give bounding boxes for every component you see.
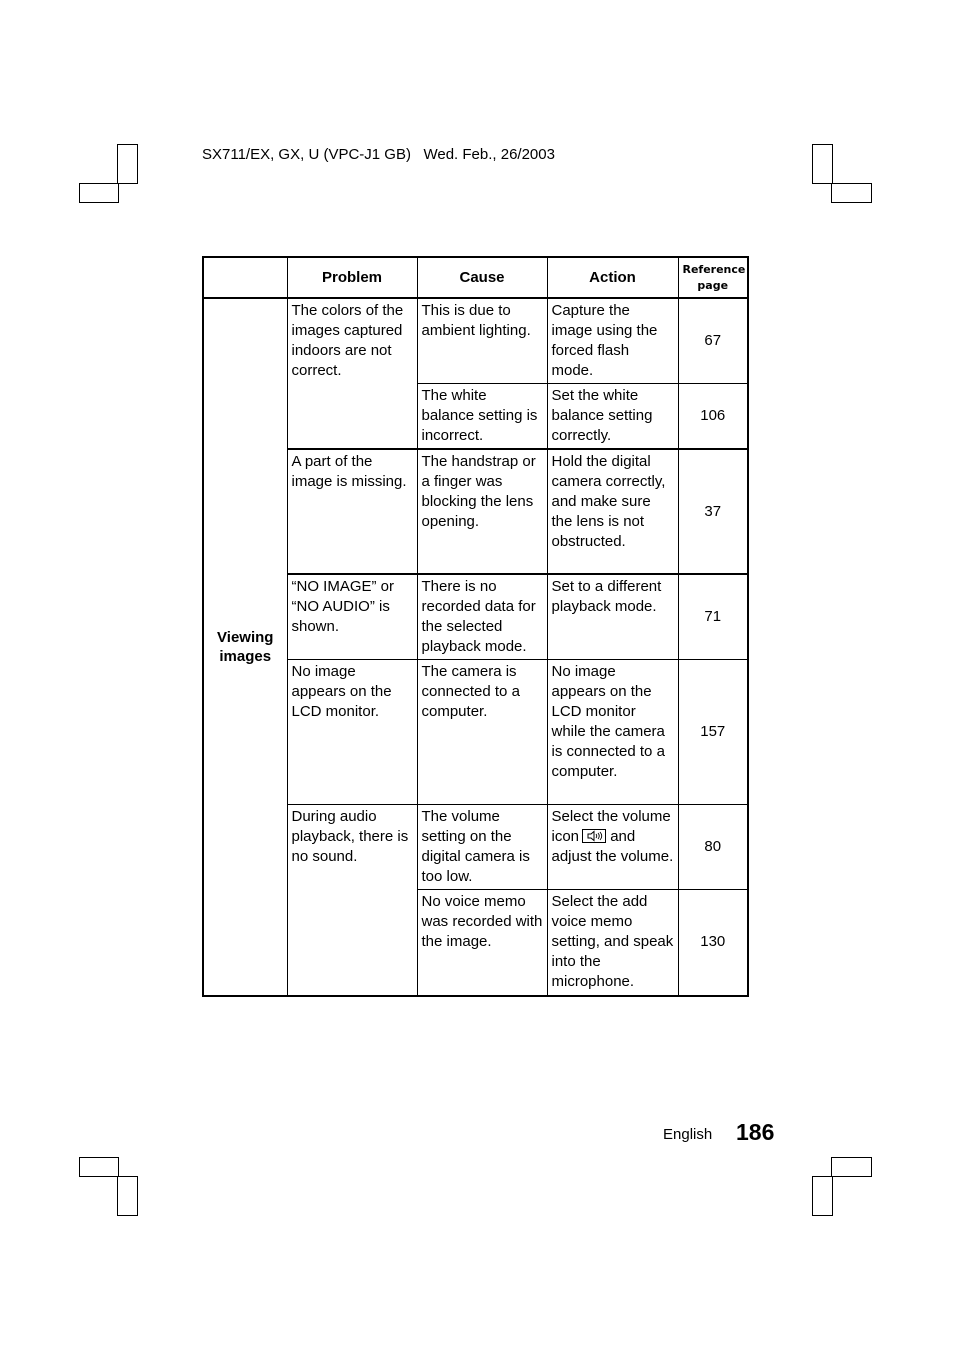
model-label: SX711/EX, GX, U (VPC-J1 GB) bbox=[202, 146, 411, 163]
crop-mark bbox=[79, 1157, 119, 1177]
action-cell: Capture the image using the forced flash mode. bbox=[547, 298, 678, 384]
footer-language: English bbox=[663, 1126, 713, 1143]
category-cell: Viewing images bbox=[203, 298, 287, 996]
action-header: Action bbox=[547, 257, 678, 298]
page-cell: 71 bbox=[678, 574, 748, 660]
action-text: and adjust the volume. bbox=[551, 828, 674, 865]
page-cell: 106 bbox=[678, 384, 748, 450]
crop-mark bbox=[831, 1157, 872, 1177]
problem-cell: During audio playback, there is no sound. bbox=[287, 805, 417, 996]
crop-mark bbox=[79, 183, 119, 203]
troubleshooting-table bbox=[202, 256, 749, 997]
action-cell: Select the add voice memo setting, and speak into the microphone. bbox=[547, 890, 678, 996]
table-header-row bbox=[203, 257, 748, 298]
problem-cell: “NO IMAGE” or “NO AUDIO” is shown. bbox=[287, 574, 417, 660]
category-header bbox=[203, 257, 287, 298]
page-cell: 80 bbox=[678, 805, 748, 890]
cause-cell: The volume setting on the digital camera is too low. bbox=[417, 805, 547, 890]
cause-cell: The camera is connected to a computer. bbox=[417, 660, 547, 805]
speaker-volume-icon bbox=[582, 829, 606, 843]
page-cell: 37 bbox=[678, 449, 748, 574]
crop-mark bbox=[831, 183, 872, 203]
cause-cell: The white balance setting is incorrect. bbox=[417, 384, 547, 450]
action-cell: Hold the digital camera correctly, and make sure the lens is not obstructed. bbox=[547, 449, 678, 574]
cause-cell: This is due to ambient lighting. bbox=[417, 298, 547, 384]
problem-cell: A part of the image is missing. bbox=[287, 449, 417, 574]
cause-header: Cause bbox=[417, 257, 547, 298]
cause-cell: No voice memo was recorded with the image. bbox=[417, 890, 547, 996]
problem-cell: No image appears on the LCD monitor. bbox=[287, 660, 417, 805]
page-number: 186 bbox=[736, 1119, 775, 1145]
crop-mark bbox=[812, 144, 833, 184]
page-cell: 130 bbox=[678, 890, 748, 996]
action-cell bbox=[547, 805, 678, 890]
crop-mark bbox=[117, 144, 138, 184]
document-header bbox=[202, 146, 555, 163]
action-cell: No image appears on the LCD monitor while the camera is connected to a computer. bbox=[547, 660, 678, 805]
crop-mark bbox=[117, 1176, 138, 1216]
reference-page-header: Reference page bbox=[678, 257, 748, 298]
action-text: Select the volume icon bbox=[551, 808, 671, 845]
problem-header: Problem bbox=[287, 257, 417, 298]
problem-cell: The colors of the images captured indoors are not correct. bbox=[287, 298, 417, 449]
cause-cell: There is no recorded data for the selected playback mode. bbox=[417, 574, 547, 660]
cause-cell: The handstrap or a finger was blocking the lens opening. bbox=[417, 449, 547, 574]
date-label: Wed. Feb., 26/2003 bbox=[423, 146, 555, 163]
page-cell: 67 bbox=[678, 298, 748, 384]
page-cell: 157 bbox=[678, 660, 748, 805]
action-cell: Set the white balance setting correctly. bbox=[547, 384, 678, 450]
table-row bbox=[203, 298, 748, 384]
crop-mark bbox=[812, 1176, 833, 1216]
action-cell: Set to a different playback mode. bbox=[547, 574, 678, 660]
